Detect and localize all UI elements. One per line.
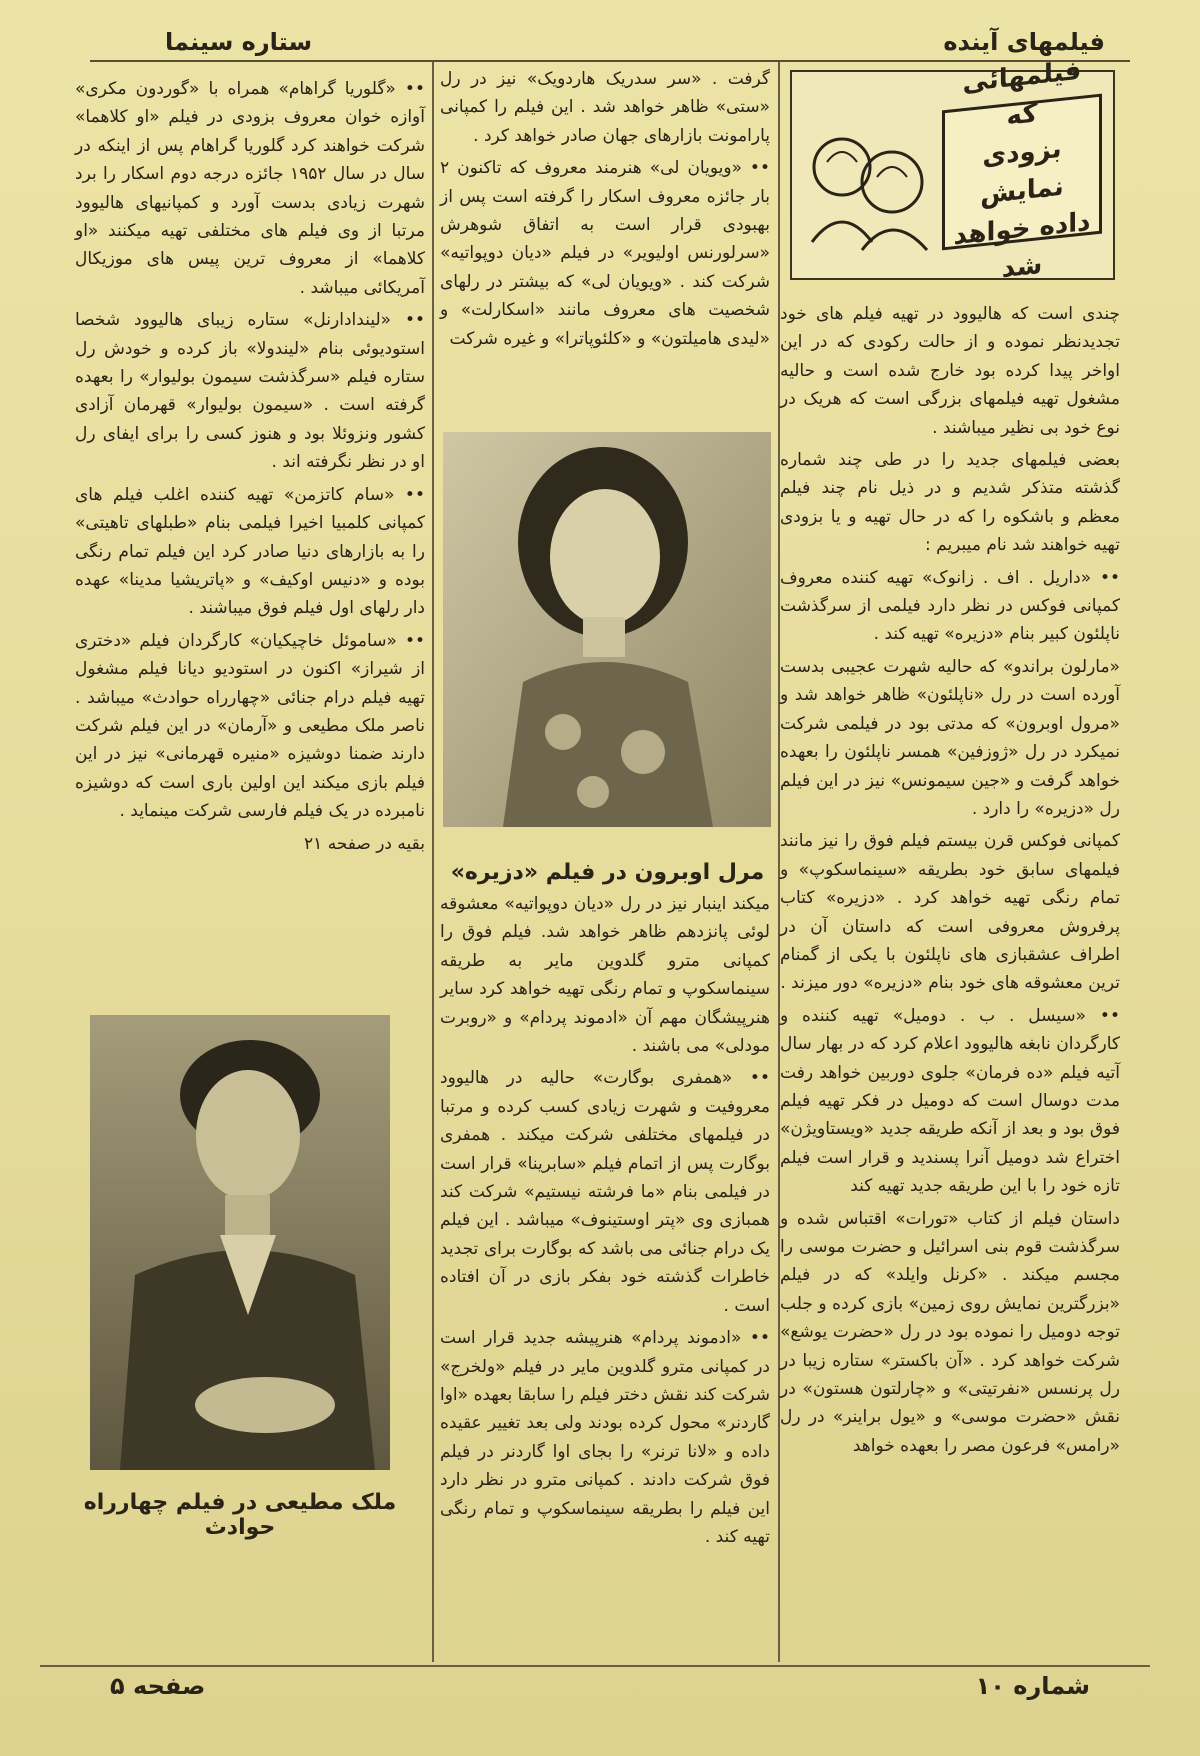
article-column-middle-bottom [440, 890, 770, 1555]
footer-issue-number: شماره ۱۰ [975, 1672, 1090, 1700]
article-column-left [75, 75, 425, 862]
header-magazine-title: ستاره سینما [165, 28, 313, 56]
audience-drawing [802, 112, 932, 252]
article-paragraph: •• «همفری بوگارت» حالیه در هالیوود معروفیت و شهرت زیادی کسب کرده و مرتبا در فیلمهای مختلفی شرکت میکند . همفری بوگارت پس از اتمام فیلم «سابرینا» قرار است در فیلمی بنام «ما فرشته نیستیم» شرکت کند همبازی وی «پتر اوستینوف» میباشد . این فیلم یک درام جنائی می باشد که بوگارت برای تجدید خاطرات گذشته خود بفکر بازی در آن افتاده است . [440, 1068, 770, 1316]
header-section-title: فیلمهای آینده [943, 28, 1105, 56]
article-paragraph: داستان فیلم از کتاب «تورات» اقتباس شده و سرگذشت قوم بنی اسرائیل و حضرت موسی را مجسم میکند . «کرنل وایلد» که در فیلم «بزرگترین نمایش روی زمین» بازی کرده و جلب توجه دومیل را نموده بود در رل «حضرت یوشع» شرکت خواهد کرد . «آن باکستر» ستاره زیبا در رل پرنسس «نفرتیتی» و «چارلتون هستون» در نقش «حضرت موسی» و «یول براینر» در رل «رامس» فرعون مصر را بعهده خواهد [780, 1208, 1120, 1456]
article-paragraph: •• «ویویان لی» هنرمند معروف که تاکنون ۲ بار جائزه معروف اسکار را گرفته است پس از بهبودی قرار است به اتفاق شوهرش «سرلورنس اولیویر» در فیلم «دیان دوپواتیه» شرکت کند . «ویویان لی» که بیشتر در رلهای شخصیت های معروف مانند «اسکارلت» و «لیدی هامیلتون» و «کلئوپاترا» و غیره شرکت [440, 158, 770, 349]
article-paragraph: کمپانی فوکس قرن بیستم فیلم فوق را نیز مانند فیلمهای سابق خود بطریقه «سینماسکوپ» و تمام رنگی تهیه خواهد کرد . «دزیره» کتاب پرفروش معروفی است که داستان آن در اطراف عشقبازی های ناپلئون با یکی از گمنام ترین معشوقه های خود بنام «دزیره» دور میزند . [780, 831, 1120, 994]
article-paragraph: •• «سیسل . ب . دومیل» تهیه کننده و کارگردان نابغه هالیوود اعلام کرد که در بهار سال آتیه فیلم «ده فرمان» جلوی دوربین خواهد رفت مدت دوسال است که دومیل در فکر تهیه فیلم فوق بود و بعد از آنکه طریقه جدید «ویستاویژن» اختراع شد دومیل آنرا پسندید و قرار است فیلم تازه خود را با این طریقه جدید تهیه کند [780, 1005, 1120, 1197]
merle-photo-caption: مرل اوبرون در فیلم «دزیره» [450, 860, 765, 885]
article-column-middle-top [440, 65, 770, 357]
article-paragraph: میکند اینبار نیز در رل «دیان دوپواتیه» معشوقه لوئی پانزدهم ظاهر خواهد شد. فیلم فوق را کمپانی مترو گلدوین مایر به طریقه سینماسکوپ و تمام رنگی تهیه خواهد کرد سایر هنرپیشگان مهم آن «ادموند پردام» و «روبرت مودلی» می باشند . [440, 894, 770, 1057]
promo-line: داده خواهد شد [953, 206, 1091, 285]
continued-note: بقیه در صفحه ۲۱ [304, 833, 425, 854]
article-paragraph: «مارلون براندو» که حالیه شهرت عجیبی بدست آورده است در رل «ناپلئون» ظاهر خواهد شد و «مرول اوبرون» که مدتی بود در فیلمی شرکت نمیکرد در رل «ژوزفین» همسر ناپلئون را بعهده خواهد گرفت و «جین سیمونس» نیز در این فیلم رل «دزیره» را دارد . [780, 656, 1120, 819]
malek-motiee-photo [90, 1015, 390, 1470]
promo-line: بزودی نمایش [980, 133, 1064, 211]
article-paragraph: •• «ساموئل خاچیکیان» کارگردان فیلم «دختری از شیراز» اکنون در استودیو دیانا فیلم مشغول تهیه فیلم درام جنائی «چهارراه حوادث» میباشد . ناصر ملک مطیعی و «آرمان» در این فیلم شرکت دارند ضمنا دوشیزه «منیره قهرمانی» نیز در این فیلم بازی میکند این اولین باری است که دوشیزه نامبرده در یک فیلم فارسی شرکت مینماید . [75, 630, 425, 822]
promo-screen [942, 55, 1102, 285]
promo-line: فیلمهائی که [962, 55, 1082, 132]
article-paragraph: •• «داریل . اف . زانوک» تهیه کننده معروف کمپانی فوکس در نظر دارد فیلمی از سرگذشت ناپلئون کبیر بنام «دزیره» تهیه کند . [780, 567, 1120, 645]
article-paragraph: چندی است که هالیوود در تهیه فیلم های خود تجدیدنظر نموده و از حالت رکودی که در این اواخر پیدا کرده بود خارج شده است و حالیه مشغول تهیه فیلمهای بزرگی است که هریک در نوع خود بی نظیر میباشند . [780, 304, 1120, 438]
article-column-right [780, 300, 1120, 1464]
header-rule [90, 60, 1130, 62]
article-paragraph: •• «ادموند پردام» هنرپیشه جدید قرار است در کمپانی مترو گلدوین مایر در فیلم «ولخرج» شرکت کند نقش دختر فیلم را سابقا بعهده «اوا گاردنر» محول کرده بودند ولی بعد تغییر عقیده داده و «لانا ترنر» را بجای اوا گاردنر در فیلم فوق شرکت دادند . کمپانی مترو در نظر دارد این فیلم را بطریقه سینماسکوپ و تمام رنگی تهیه کند . [440, 1328, 770, 1547]
promo-illustration [790, 55, 1115, 285]
column-divider [432, 62, 434, 1662]
article-paragraph: •• «لیندادارنل» ستاره زیبای هالیوود شخصا استودیوئی بنام «لیندولا» باز کرده و خودش رل ستاره فیلم «سرگذشت سیمون بولیوار» را بعهده گرفته است . «سیمون بولیوار» قهرمان آزادی کشور ونزوئلا بود و هنوز کسی را برای ایفای رل او در نظر نگرفته اند . [75, 310, 425, 473]
article-paragraph: بعضی فیلمهای جدید را در طی چند شماره گذشته متذکر شدیم و در ذیل نام چند فیلم معظم و باشکوه را که در حال تهیه و یا بزودی تهیه خواهند شد نام میبریم : [780, 450, 1120, 556]
footer-page-number: صفحه ۵ [110, 1672, 206, 1700]
footer-rule [40, 1665, 1150, 1667]
article-paragraph: •• «گلوریا گراهام» همراه با «گوردون مکری» آوازه خوان معروف بزودی در فیلم «او کلاهما» شرکت خواهند کرد گلوریا گراهام پس از اینکه در سال در سال ۱۹۵۲ جائزه درجه دوم اسکار را برد شهرت زیادی بدست آورد و کمپانیهای هالیوود مرتبا از وی فیلم های مختلفی تهیه میکنند «او کلاهما» از معروف ترین پیس های موزیکال آمریکائی میباشد . [75, 79, 425, 298]
article-paragraph: گرفت . «سر سدریک هاردویک» نیز در رل «ستی» ظاهر خواهد شد . این فیلم را کمپانی پارامونت بازارهای جهان صادر خواهد کرد . [440, 69, 770, 146]
article-paragraph: •• «سام کاتزمن» تهیه کننده اغلب فیلم های کمپانی کلمبیا اخیرا فیلمی بنام «طبلهای تاهیتی» را به بازارهای دنیا صادر کرد این فیلم تمام رنگی بوده و «دنیس اوکیف» و «پاتریشیا مدینا» عهده دار رلهای اول فیلم فوق میباشند . [75, 484, 425, 619]
malek-photo-caption: ملک مطیعی در فیلم چهارراه حوادث [83, 1490, 397, 1540]
merle-oberon-photo [443, 432, 771, 827]
